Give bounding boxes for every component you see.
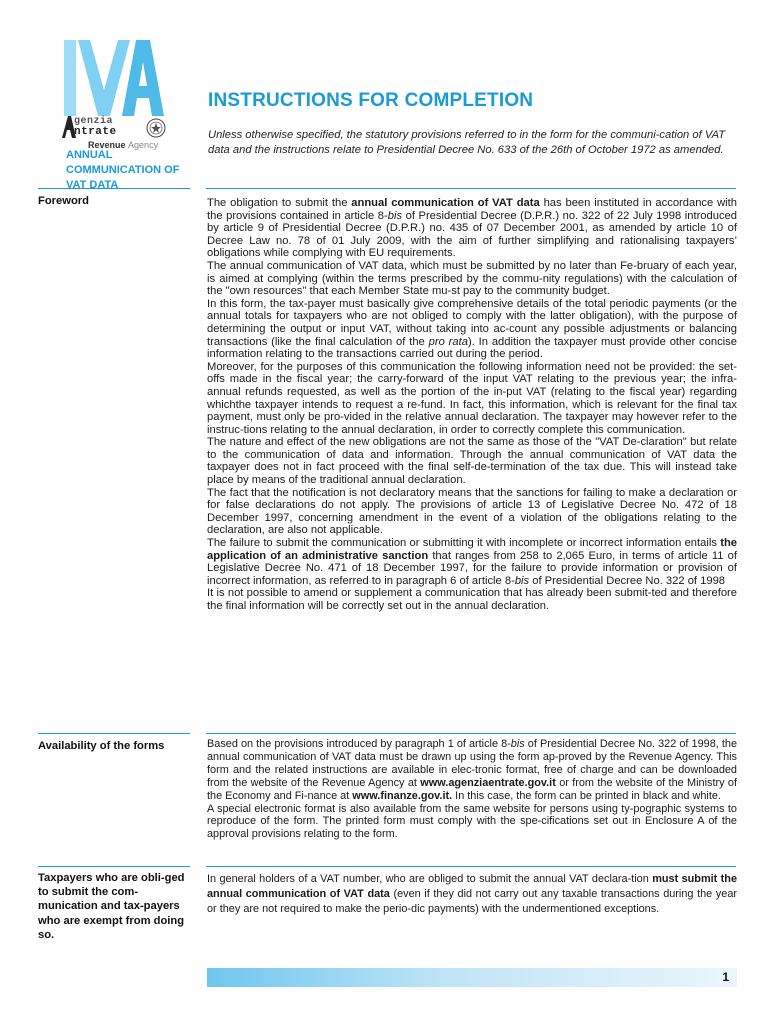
page-number: 1 xyxy=(722,970,729,984)
divider xyxy=(206,733,736,734)
paragraph: In general holders of a VAT number, who are obliged to submit the annual VAT declara-tion must submit the annual communication of VAT data (even if they did not carry out any taxable transactions during the year or they are not required to make the perio-dic payments) with the undermentioned exceptions. xyxy=(207,873,738,915)
section-label-foreword: Foreword xyxy=(38,195,89,207)
form-title: ANNUAL COMMUNICATION OF VAT DATA xyxy=(66,149,180,191)
intro-text: Unless otherwise specified, the statutory provisions referred to in the form for the communi-cation of VAT data and the instructions relate to Presidential Decree No. 633 of the 26th of October 1972 as amended. xyxy=(208,129,726,156)
section-body-foreword xyxy=(207,197,737,613)
section-body-availability xyxy=(207,738,737,841)
divider xyxy=(206,866,736,867)
divider xyxy=(206,188,736,189)
paragraph: A special electronic format is also available from the same website for persons using ty-pographic systems to reproduce of the form. The printed form must comply with the spe-cifications set out in Enclosure A of the approval provisions relating to the form. xyxy=(207,802,737,841)
agency-name: Revenue Agency xyxy=(88,140,159,150)
paragraph: The annual communication of VAT data, which must be submitted by no later than Fe-bruary of each year, is aimed at complying (within the terms prescribed by the commu-nity regulations) with the calculation of the "own resources" that each Member State mu-st pay to the community budget. xyxy=(207,259,737,298)
paragraph: The nature and effect of the new obligations are not the same as those of the "VAT De-claration" but relate to the communication of data and information. Through the annual communication of VAT data the taxpayer does not in fact proceed with the final self-de-termination of the tax due. This will instead take place by means of the traditional annual declaration. xyxy=(207,436,737,487)
divider xyxy=(38,188,190,189)
iva-logo-letters xyxy=(60,38,165,118)
divider xyxy=(38,866,190,867)
paragraph: In this form, the tax-payer must basically give comprehensive details of the total periodic payments (or the annual totals for taxpayers who are not obliged to comply with the latter obligation), with the purpose of determining the output or input VAT, without taking into ac-count any possible adjustments or balancing transactions (like the final calculation of the pro rata). In addition the taxpayer must provide other concise information relating to the transactions carried out during the period. xyxy=(207,297,737,361)
republic-seal-icon xyxy=(146,118,166,138)
agency-line-1: genzia xyxy=(74,116,114,127)
paragraph: The obligation to submit the annual communication of VAT data has been instituted in accordance with the provisions contained in article 8-bis of Presidential Decree (D.P.R.) no. 322 of 22 July 1998 introduced by article 9 of Presidential Decree (D.P.R.) no. 435 of 07 December 2001, as amended by article 10 of Decree Law no. 78 of 01 July 2009, with the aim of further simplifying and rationalising taxpayers’ obligations while complying with EU requirements. xyxy=(207,197,738,260)
paragraph: It is not possible to amend or supplement a communication that has already been submit-ted and therefore the final information will be correctly set out in the annual declaration. xyxy=(207,587,737,612)
section-label-availability: Availability of the forms xyxy=(38,740,165,752)
paragraph: Based on the provisions introduced by paragraph 1 of article 8-bis of Presidential Decree No. 322 of 1998, the annual communication of VAT data must be drawn up using the form ap-proved by the Revenue Agency. This form and the related instructions are available in elec-tronic format, free of charge and can be downloaded from the website of the Revenue Agency at www.agenziaentrate.gov.it or from the website of the Ministry of the Economy and Fi-nance at www.finanze.gov.it. In this case, the form can be printed in black and white. xyxy=(207,738,737,802)
section-label-taxpayers: Taxpayers who are obli-ged to submit the com-munication and tax-payers who are exempt from doing so. xyxy=(38,872,185,941)
paragraph: Moreover, for the purposes of this communication the following information need not be provided: the set-offs made in the fiscal year; the carry-forward of the input VAT relating to the previous year; the infra-annual refunds requested, as well as the portion of the in-put VAT (relating to the fiscal year) regarding whichthe taxpayer intends to request a re-fund. In fact, this information, which is relevant for the final tax payment, must only be pro-vided in the relative annual declaration. The taxpayer may however refer to the instruc-tions relating to the annual declaration, in order to correctly complete this communication. xyxy=(207,360,737,436)
paragraph: The failure to submit the communication or submitting it with incomplete or incorrect information entails the application of an administrative sanction that ranges from 258 to 2,065 Euro, in terms of article 11 of Legislative Decree No. 471 of 18 December 1997, for the failure to provide information or provision of incorrect information, as referred to in paragraph 6 of article 8-bis of Presidential Decree No. 322 of 1998 xyxy=(207,537,737,587)
footer-bar xyxy=(207,968,737,987)
agency-logo xyxy=(60,38,200,191)
paragraph: The fact that the notification is not declaratory means that the sanctions for failing to make a declaration or for false declarations do not apply. The provisions of article 13 of Legislative Decree No. 472 of 18 December 1997, concerning amendment in the event of a violation of the obligations relating to the declaration, are also not applicable. xyxy=(207,486,737,537)
page-title: INSTRUCTIONS FOR COMPLETION xyxy=(208,90,534,111)
agency-line-2: ntrate xyxy=(74,126,117,138)
divider xyxy=(38,733,190,734)
section-body-taxpayers xyxy=(207,872,737,917)
